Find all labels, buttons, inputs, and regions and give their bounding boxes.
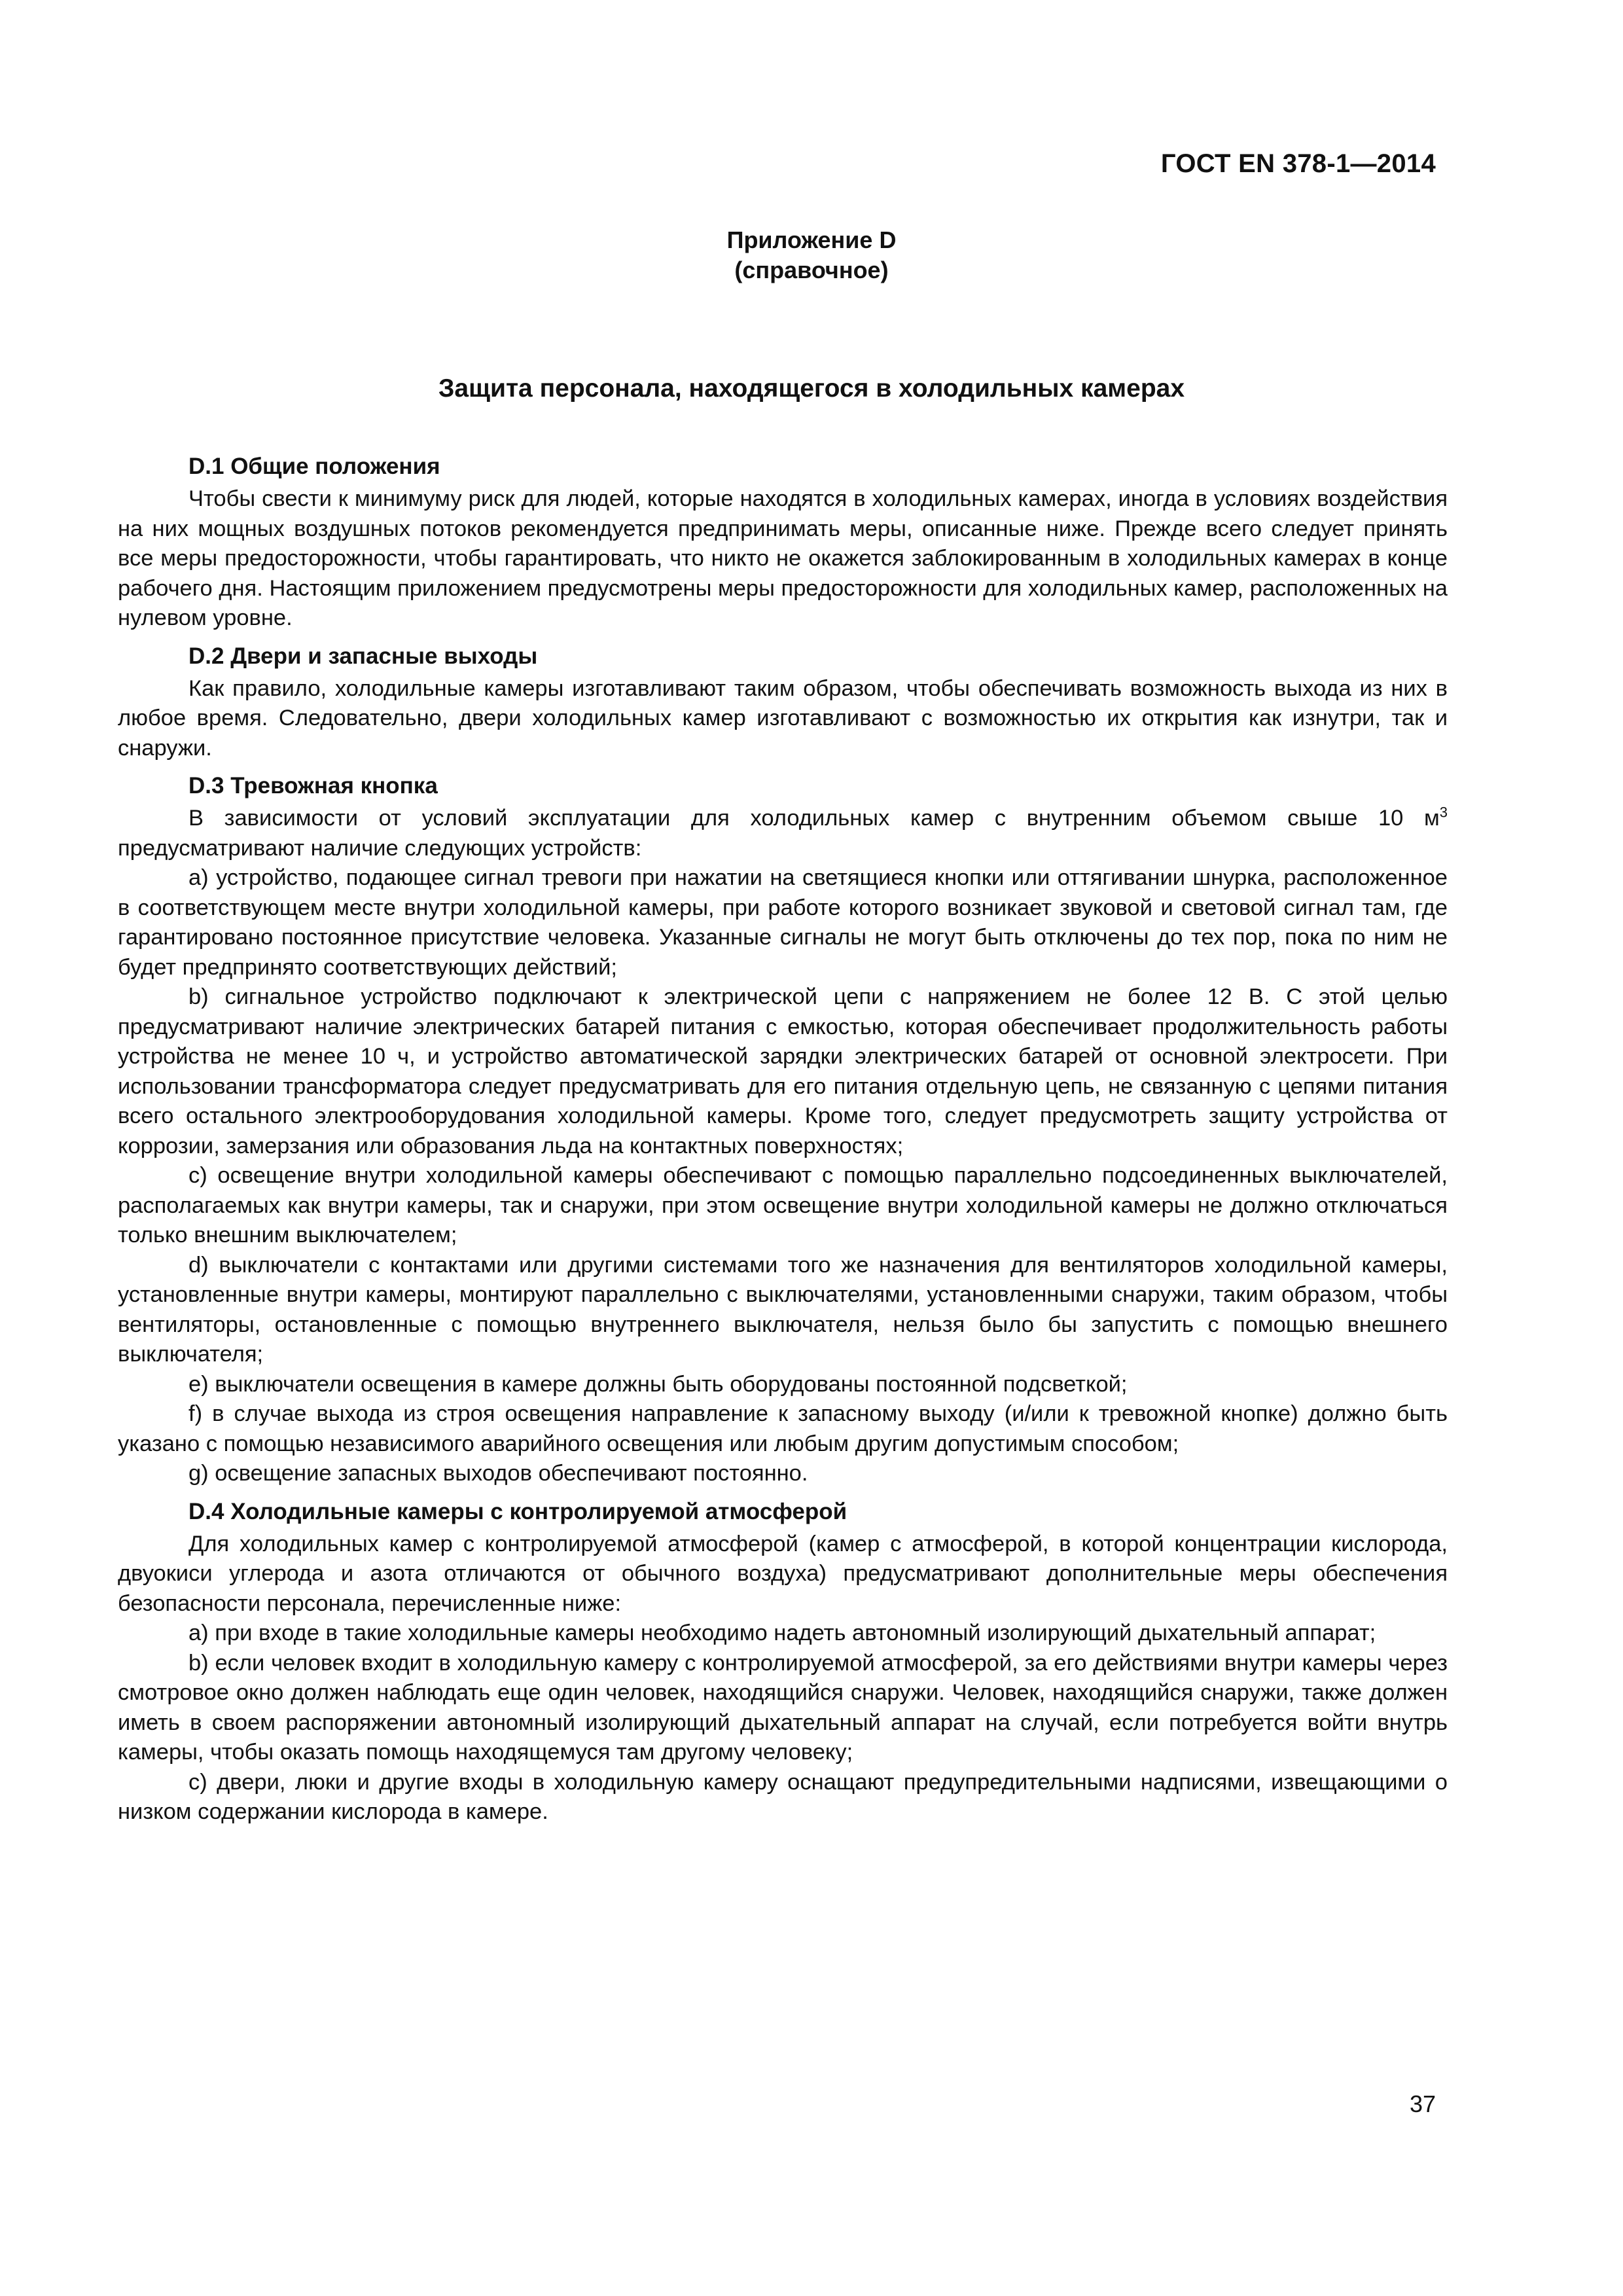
- section-heading: D.1 Общие положения: [188, 454, 440, 479]
- intro-text: В зависимости от условий эксплуатации для холодильных камер с внутренним объемом свыше 10 м: [188, 806, 1440, 831]
- document-body: [118, 452, 1448, 1835]
- list-item: b) если человек входит в холодильную камеру с контролируемой атмосферой, за его действиями внутри камеры через смотровое окно должен наблюдать еще один человек, находящийся снаружи. Человек, находящийся снаружи, также должен иметь в своем распоряжении автономный изолирующий дыхательный аппарат на случай, если потребуется войти внутрь камеры, чтобы оказать помощь находящемуся там другому человеку;: [118, 1650, 1448, 1765]
- superscript: 3: [1439, 804, 1448, 821]
- section-heading: D.3 Тревожная кнопка: [188, 773, 438, 798]
- list-item: a) при входе в такие холодильные камеры необходимо надеть автономный изолирующий дыхательный аппарат;: [188, 1621, 1376, 1645]
- section-d1: [118, 452, 1448, 634]
- section-d3: [118, 771, 1448, 1489]
- page-number: 37: [1409, 2090, 1436, 2117]
- list-item: f) в случае выхода из строя освещения направление к запасному выходу (и/или к тревожной кнопке) должно быть указано с помощью независимого аварийного освещения или любым другим допустимым способом;: [118, 1401, 1448, 1456]
- list-item: d) выключатели с контактами или другими системами того же назначения для вентиляторов холодильной камеры, установленные внутри камеры, монтируют параллельно с выключателями, установленными снаружи, таким образом, чтобы вентиляторы, остановленные с помощью внутреннего выключателя, нельзя было бы запустить с помощью внешнего выключателя;: [118, 1252, 1448, 1367]
- section-heading: D.4 Холодильные камеры с контролируемой атмосферой: [188, 1498, 847, 1524]
- appendix-heading: [0, 225, 1623, 285]
- appendix-status: (справочное): [734, 257, 889, 283]
- paragraph-intro: Для холодильных камер с контролируемой атмосферой (камер с атмосферой, в которой концентрации кислорода, двуокиси углерода и азота отличаются от обычного воздуха) предусматривают дополнительные меры обеспечения безопасности персонала, перечисленные ниже:: [118, 1531, 1448, 1616]
- list-item: a) устройство, подающее сигнал тревоги при нажатии на светящиеся кнопки или оттягивании шнурка, расположенное в соответствующем месте внутри холодильной камеры, при работе которого возникает звуковой и световой сигнал там, где гарантировано постоянное присутствие человека. Указанные сигналы не могут быть отключены до тех пор, пока по ним не будет предпринято соответствующих действий;: [118, 865, 1448, 980]
- paragraph: Как правило, холодильные камеры изготавливают таким образом, чтобы обеспечивать возможность выхода из них в любое время. Следовательно, двери холодильных камер изготавливают с возможностью их открытия как изнутри, так и снаружи.: [118, 675, 1448, 761]
- paragraph-intro: [118, 804, 1448, 863]
- appendix-label: Приложение D: [726, 226, 897, 253]
- list-item: b) сигнальное устройство подключают к электрической цепи с напряжением не более 12 В. С этой целью предусматривают наличие электрических батарей питания с емкостью, которая обеспечивает продолжительность работы устройства не менее 10 ч, и устройство автоматической зарядки электрических батарей от основной электросети. При использовании трансформатора следует предусматривать для его питания отдельную цепь, не связанную с цепями питания всего остального электрооборудования холодильной камеры. Кроме того, следует предусмотреть защиту устройства от коррозии, замерзания или образования льда на контактных поверхностях;: [118, 984, 1448, 1158]
- list-item: g) освещение запасных выходов обеспечивают постоянно.: [188, 1461, 808, 1486]
- list-item: c) двери, люки и другие входы в холодильную камеру оснащают предупредительными надписями, извещающими о низком содержании кислорода в камере.: [118, 1769, 1448, 1824]
- paragraph: Чтобы свести к минимуму риск для людей, которые находятся в холодильных камерах, иногда в условиях воздействия на них мощных воздушных потоков рекомендуется предпринимать меры, описанные ниже. Прежде всего следует принять все меры предосторожности, чтобы гарантировать, что никто не окажется заблокированным в холодильных камерах в конце рабочего дня. Настоящим приложением предусмотрены меры предосторожности для холодильных камер, расположенных на нулевом уровне.: [118, 486, 1448, 630]
- document-title: Защита персонала, находящегося в холодильных камерах: [438, 374, 1185, 403]
- section-d4: [118, 1497, 1448, 1827]
- intro-text-cont: предусматривают наличие следующих устройств:: [118, 835, 642, 861]
- list-item: e) выключатели освещения в камере должны быть оборудованы постоянной подсветкой;: [188, 1371, 1128, 1397]
- section-heading: D.2 Двери и запасные выходы: [188, 643, 538, 669]
- standard-code: ГОСТ EN 378-1—2014: [1160, 149, 1436, 178]
- list-item: c) освещение внутри холодильной камеры обеспечивают с помощью параллельно подсоединенных выключателей, располагаемых как внутри камеры, так и снаружи, при этом освещение внутри холодильной камеры не должно отключаться только внешним выключателем;: [118, 1163, 1448, 1247]
- section-d2: [118, 641, 1448, 764]
